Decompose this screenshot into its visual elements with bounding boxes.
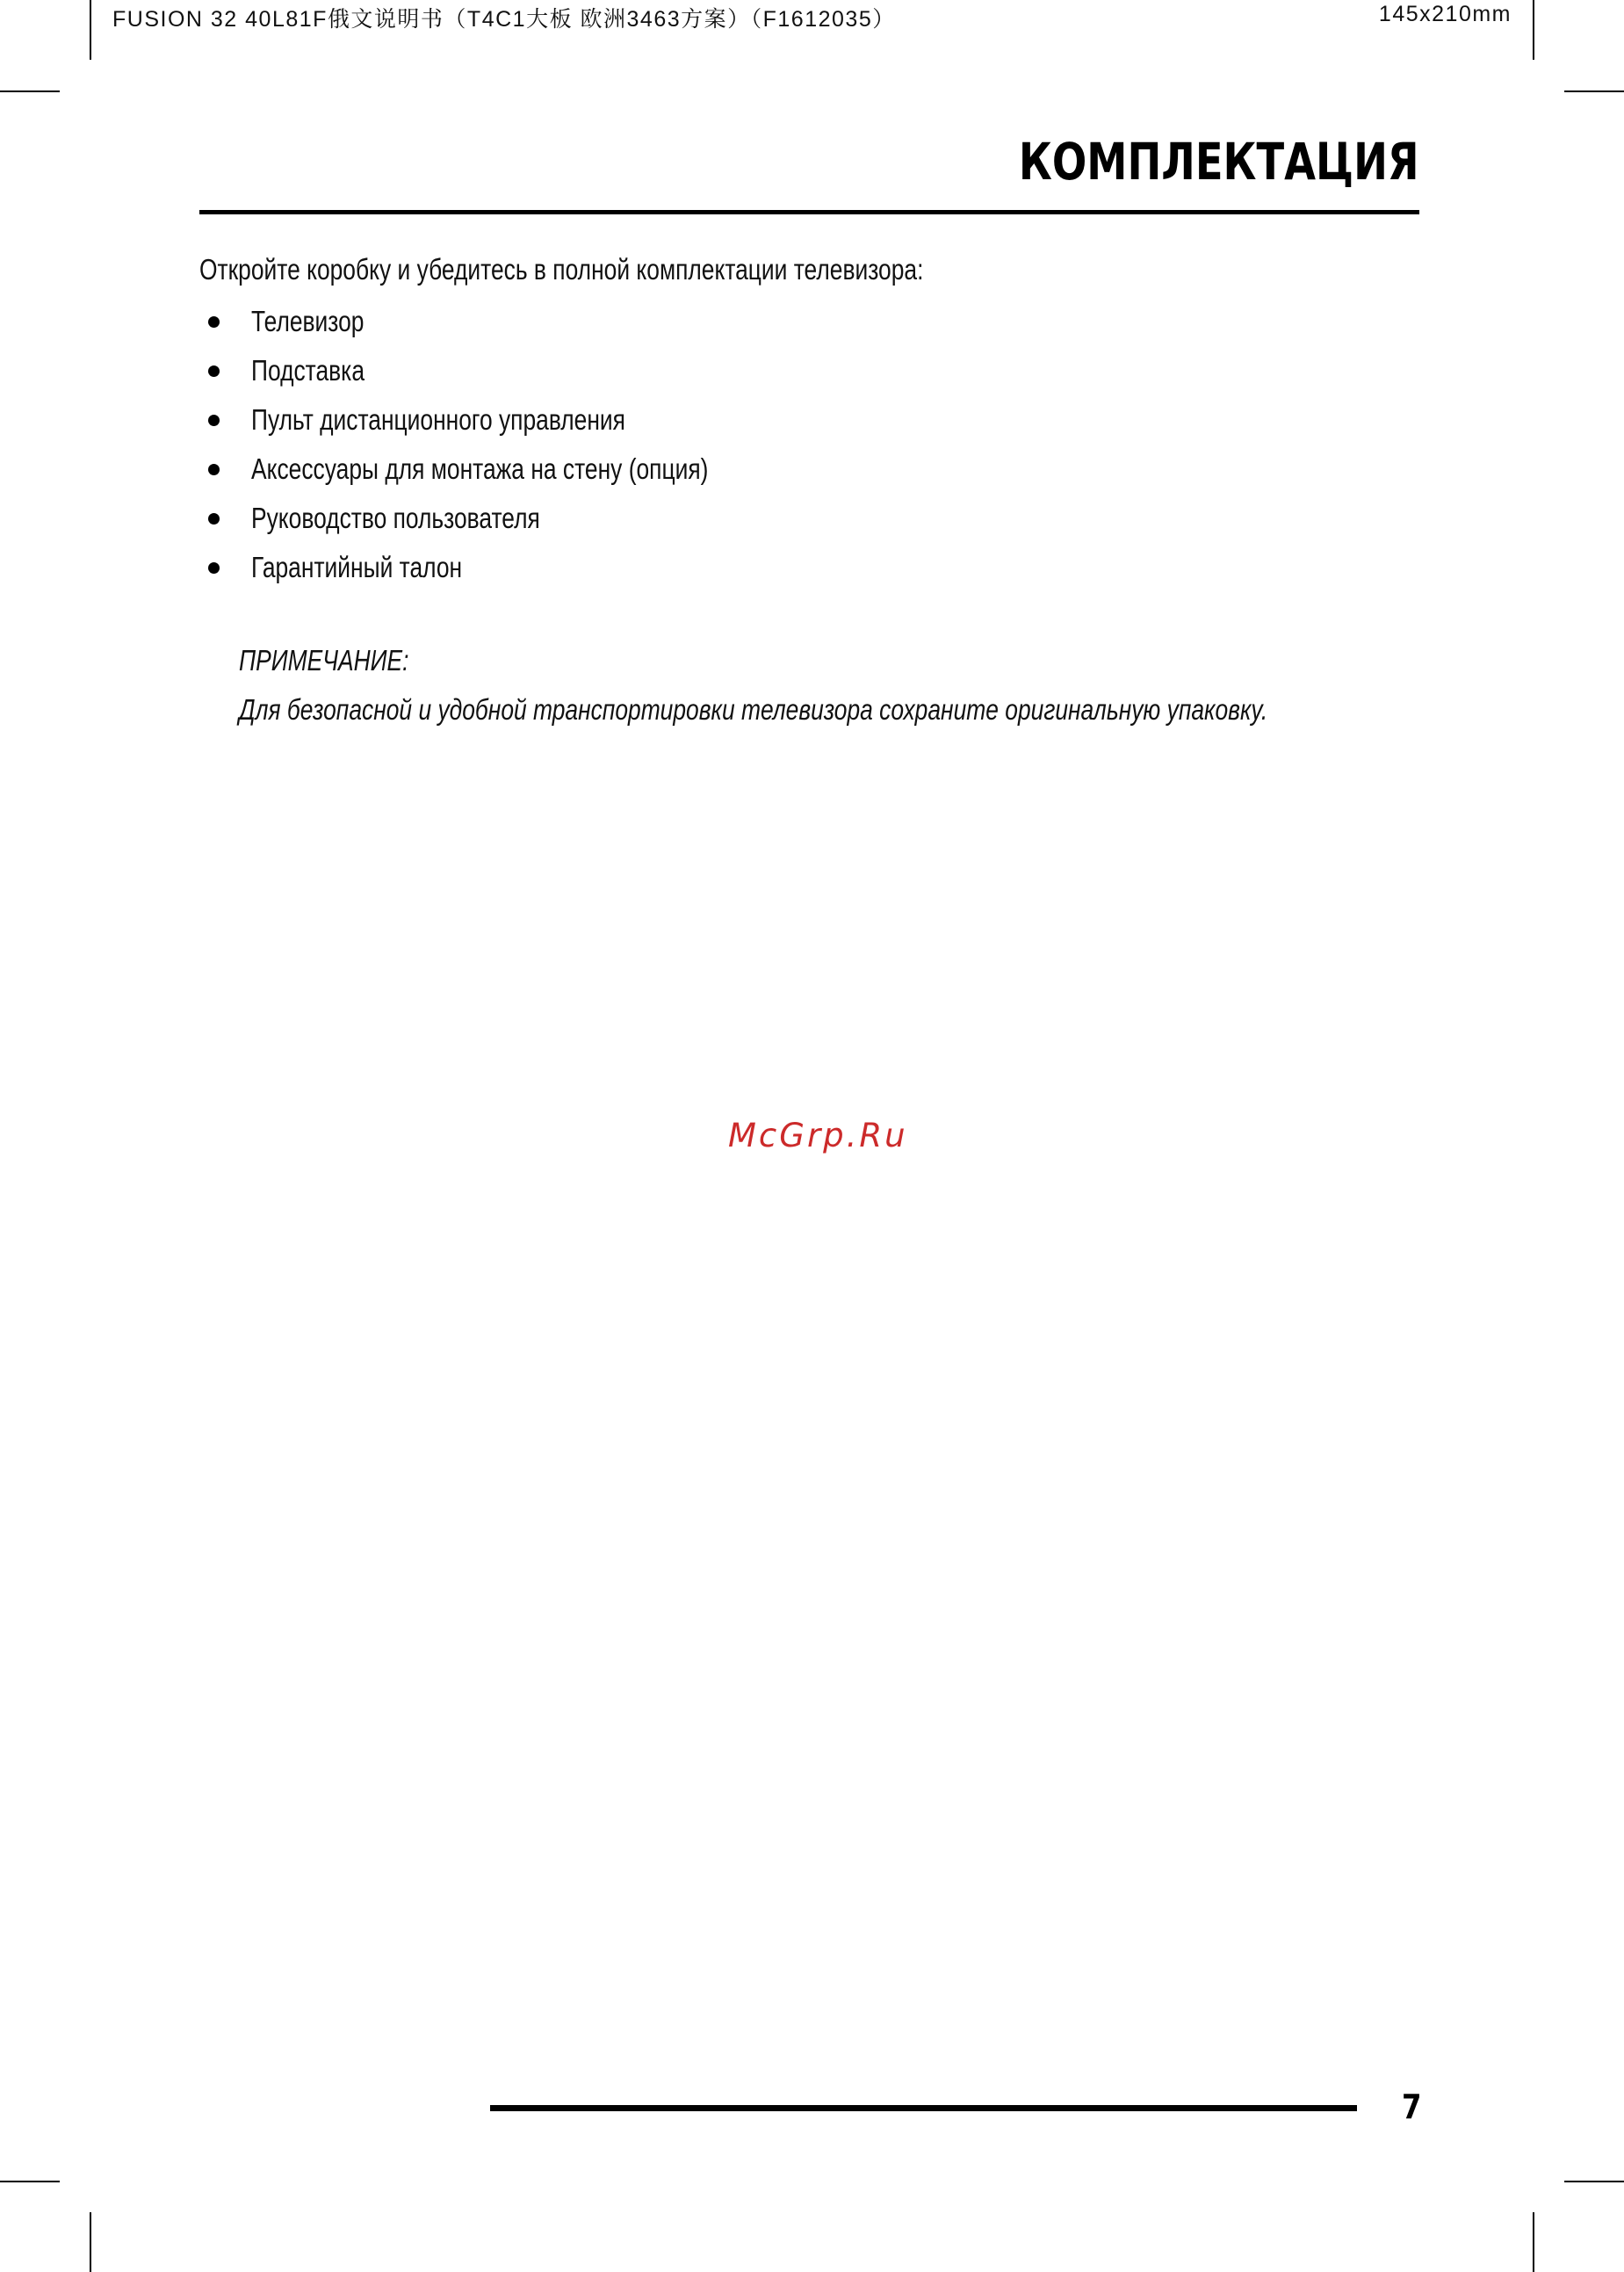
bullet-icon (208, 316, 220, 328)
bullet-icon (208, 464, 220, 475)
list-item-label: Пульт дистанционного управления (251, 403, 625, 436)
bullet-icon (208, 562, 220, 574)
watermark: McGrp.Ru (728, 1117, 908, 1154)
list-item-label: Подставка (251, 354, 364, 387)
crop-mark-bottom-left-vertical (90, 2212, 91, 2272)
print-header-size: 145x210mm (1378, 2, 1512, 26)
intro-text: Откройте коробку и убедитесь в полной комплектации телевизора: (199, 253, 924, 286)
crop-mark-top-right-horizontal (1564, 90, 1624, 92)
crop-mark-top-left-vertical (90, 0, 91, 60)
crop-mark-bottom-right-horizontal (1564, 2181, 1624, 2182)
title-underline (199, 210, 1419, 214)
bullet-icon (208, 513, 220, 525)
crop-mark-top-left-horizontal (0, 90, 60, 92)
bullet-icon (208, 365, 220, 377)
crop-mark-top-right-vertical (1533, 0, 1534, 60)
note-text: Для безопасной и удобной транспортировки телевизора сохраните оригинальную упаковку. (239, 693, 1268, 726)
note-label: ПРИМЕЧАНИЕ: (239, 644, 409, 677)
list-item-label: Аксессуары для монтажа на стену (опция) (251, 452, 709, 485)
bullet-icon (208, 415, 220, 426)
list-item-label: Руководство пользователя (251, 502, 540, 534)
footer-rule (490, 2105, 1357, 2111)
crop-mark-bottom-right-vertical (1533, 2212, 1534, 2272)
page-number: 7 (1402, 2087, 1422, 2126)
list-item-label: Гарантийный талон (251, 551, 463, 583)
page-title: КОМПЛЕКТАЦИЯ (1019, 132, 1419, 192)
crop-mark-bottom-left-horizontal (0, 2181, 60, 2182)
list-item-label: Телевизор (251, 305, 364, 337)
print-header-file-name: FUSION 32 40L81F俄文说明书（T4C1大板 欧洲3463方案）（F1612035） (112, 7, 896, 32)
